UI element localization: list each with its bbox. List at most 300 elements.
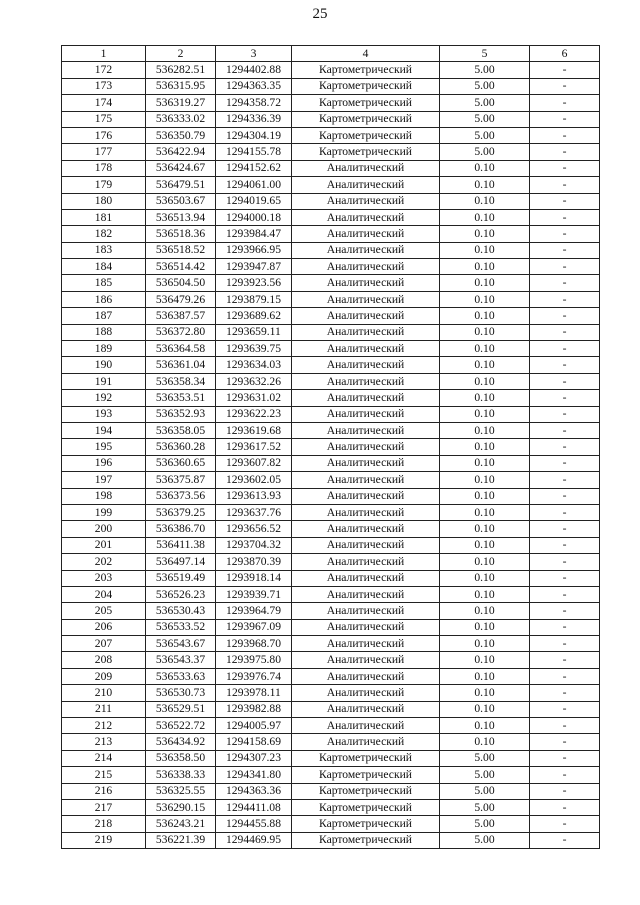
x-coordinate-cell: 536352.93: [146, 406, 216, 422]
y-coordinate-cell: 1294019.65: [216, 193, 292, 209]
accuracy-cell: 0.10: [440, 668, 530, 684]
accuracy-cell: 0.10: [440, 586, 530, 602]
method-cell: Аналитический: [292, 554, 440, 570]
point-number-cell: 174: [62, 95, 146, 111]
description-cell: -: [530, 160, 600, 176]
accuracy-cell: 0.10: [440, 390, 530, 406]
x-coordinate-cell: 536513.94: [146, 209, 216, 225]
accuracy-cell: 0.10: [440, 455, 530, 471]
point-number-cell: 201: [62, 537, 146, 553]
y-coordinate-cell: 1293947.87: [216, 259, 292, 275]
point-number-cell: 189: [62, 341, 146, 357]
description-cell: -: [530, 308, 600, 324]
table-row: [62, 242, 600, 258]
table-row: [62, 685, 600, 701]
description-cell: -: [530, 504, 600, 520]
method-cell: Картометрический: [292, 144, 440, 160]
point-number-cell: 211: [62, 701, 146, 717]
description-cell: -: [530, 570, 600, 586]
x-coordinate-cell: 536518.36: [146, 226, 216, 242]
description-cell: -: [530, 668, 600, 684]
method-cell: Аналитический: [292, 308, 440, 324]
accuracy-cell: 5.00: [440, 127, 530, 143]
x-coordinate-cell: 536353.51: [146, 390, 216, 406]
description-cell: -: [530, 685, 600, 701]
method-cell: Аналитический: [292, 275, 440, 291]
point-number-cell: 183: [62, 242, 146, 258]
description-cell: -: [530, 422, 600, 438]
y-coordinate-cell: 1294304.19: [216, 127, 292, 143]
description-cell: -: [530, 455, 600, 471]
table-row: [62, 472, 600, 488]
x-coordinate-cell: 536358.50: [146, 750, 216, 766]
description-cell: -: [530, 767, 600, 783]
method-cell: Аналитический: [292, 570, 440, 586]
point-number-cell: 217: [62, 799, 146, 815]
point-number-cell: 185: [62, 275, 146, 291]
description-cell: -: [530, 636, 600, 652]
accuracy-cell: 5.00: [440, 832, 530, 848]
point-number-cell: 194: [62, 422, 146, 438]
point-number-cell: 175: [62, 111, 146, 127]
description-cell: -: [530, 472, 600, 488]
accuracy-cell: 0.10: [440, 685, 530, 701]
point-number-cell: 184: [62, 259, 146, 275]
x-coordinate-cell: 536543.67: [146, 636, 216, 652]
description-cell: -: [530, 341, 600, 357]
description-cell: -: [530, 586, 600, 602]
x-coordinate-cell: 536533.52: [146, 619, 216, 635]
method-cell: Аналитический: [292, 701, 440, 717]
table-row: [62, 816, 600, 832]
table-row: [62, 275, 600, 291]
point-number-cell: 177: [62, 144, 146, 160]
table-row: [62, 799, 600, 815]
x-coordinate-cell: 536434.92: [146, 734, 216, 750]
x-coordinate-cell: 536373.56: [146, 488, 216, 504]
y-coordinate-cell: 1294358.72: [216, 95, 292, 111]
point-number-cell: 178: [62, 160, 146, 176]
y-coordinate-cell: 1294158.69: [216, 734, 292, 750]
column-header: 5: [440, 46, 530, 62]
table-row: [62, 586, 600, 602]
y-coordinate-cell: 1293984.47: [216, 226, 292, 242]
point-number-cell: 203: [62, 570, 146, 586]
point-number-cell: 198: [62, 488, 146, 504]
table-row: [62, 308, 600, 324]
y-coordinate-cell: 1294402.88: [216, 62, 292, 78]
y-coordinate-cell: 1294341.80: [216, 767, 292, 783]
method-cell: Картометрический: [292, 767, 440, 783]
y-coordinate-cell: 1293978.11: [216, 685, 292, 701]
accuracy-cell: 0.10: [440, 537, 530, 553]
y-coordinate-cell: 1293923.56: [216, 275, 292, 291]
x-coordinate-cell: 536221.39: [146, 832, 216, 848]
x-coordinate-cell: 536379.25: [146, 504, 216, 520]
x-coordinate-cell: 536386.70: [146, 521, 216, 537]
description-cell: -: [530, 554, 600, 570]
table-row: [62, 144, 600, 160]
table-row: [62, 619, 600, 635]
description-cell: -: [530, 439, 600, 455]
y-coordinate-cell: 1293639.75: [216, 341, 292, 357]
point-number-cell: 202: [62, 554, 146, 570]
table-row: [62, 291, 600, 307]
y-coordinate-cell: 1293637.76: [216, 504, 292, 520]
method-cell: Картометрический: [292, 816, 440, 832]
y-coordinate-cell: 1293632.26: [216, 373, 292, 389]
y-coordinate-cell: 1294000.18: [216, 209, 292, 225]
description-cell: -: [530, 193, 600, 209]
accuracy-cell: 5.00: [440, 816, 530, 832]
accuracy-cell: 0.10: [440, 357, 530, 373]
point-number-cell: 173: [62, 78, 146, 94]
point-number-cell: 208: [62, 652, 146, 668]
x-coordinate-cell: 536479.51: [146, 177, 216, 193]
point-number-cell: 206: [62, 619, 146, 635]
y-coordinate-cell: 1294363.35: [216, 78, 292, 94]
point-number-cell: 196: [62, 455, 146, 471]
accuracy-cell: 0.10: [440, 259, 530, 275]
description-cell: -: [530, 357, 600, 373]
accuracy-cell: 0.10: [440, 373, 530, 389]
point-number-cell: 182: [62, 226, 146, 242]
description-cell: -: [530, 734, 600, 750]
point-number-cell: 199: [62, 504, 146, 520]
x-coordinate-cell: 536360.28: [146, 439, 216, 455]
method-cell: Аналитический: [292, 734, 440, 750]
description-cell: -: [530, 390, 600, 406]
method-cell: Аналитический: [292, 488, 440, 504]
y-coordinate-cell: 1293967.09: [216, 619, 292, 635]
point-number-cell: 193: [62, 406, 146, 422]
column-header: 1: [62, 46, 146, 62]
x-coordinate-cell: 536422.94: [146, 144, 216, 160]
description-cell: -: [530, 750, 600, 766]
x-coordinate-cell: 536522.72: [146, 718, 216, 734]
method-cell: Аналитический: [292, 259, 440, 275]
accuracy-cell: 0.10: [440, 504, 530, 520]
table-row: [62, 701, 600, 717]
y-coordinate-cell: 1293656.52: [216, 521, 292, 537]
description-cell: -: [530, 95, 600, 111]
accuracy-cell: 0.10: [440, 570, 530, 586]
x-coordinate-cell: 536364.58: [146, 341, 216, 357]
point-number-cell: 216: [62, 783, 146, 799]
table-row: [62, 488, 600, 504]
x-coordinate-cell: 536243.21: [146, 816, 216, 832]
method-cell: Аналитический: [292, 160, 440, 176]
table-row: [62, 718, 600, 734]
point-number-cell: 180: [62, 193, 146, 209]
method-cell: Картометрический: [292, 78, 440, 94]
table-row: [62, 734, 600, 750]
method-cell: Аналитический: [292, 357, 440, 373]
description-cell: -: [530, 324, 600, 340]
table-row: [62, 422, 600, 438]
x-coordinate-cell: 536338.33: [146, 767, 216, 783]
point-number-cell: 188: [62, 324, 146, 340]
method-cell: Картометрический: [292, 783, 440, 799]
x-coordinate-cell: 536319.27: [146, 95, 216, 111]
table-row: [62, 521, 600, 537]
description-cell: -: [530, 242, 600, 258]
point-number-cell: 192: [62, 390, 146, 406]
accuracy-cell: 0.10: [440, 291, 530, 307]
method-cell: Картометрический: [292, 111, 440, 127]
description-cell: -: [530, 78, 600, 94]
point-number-cell: 207: [62, 636, 146, 652]
method-cell: Картометрический: [292, 750, 440, 766]
table-row: [62, 324, 600, 340]
description-cell: -: [530, 799, 600, 815]
method-cell: Картометрический: [292, 62, 440, 78]
y-coordinate-cell: 1293879.15: [216, 291, 292, 307]
table-row: [62, 160, 600, 176]
y-coordinate-cell: 1294061.00: [216, 177, 292, 193]
column-header: 6: [530, 46, 600, 62]
point-number-cell: 209: [62, 668, 146, 684]
y-coordinate-cell: 1293976.74: [216, 668, 292, 684]
accuracy-cell: 5.00: [440, 799, 530, 815]
coordinates-table: [61, 45, 600, 849]
description-cell: -: [530, 718, 600, 734]
description-cell: -: [530, 275, 600, 291]
y-coordinate-cell: 1293966.95: [216, 242, 292, 258]
accuracy-cell: 0.10: [440, 619, 530, 635]
method-cell: Аналитический: [292, 455, 440, 471]
x-coordinate-cell: 536543.37: [146, 652, 216, 668]
accuracy-cell: 0.10: [440, 226, 530, 242]
y-coordinate-cell: 1293631.02: [216, 390, 292, 406]
method-cell: Аналитический: [292, 341, 440, 357]
accuracy-cell: 0.10: [440, 193, 530, 209]
y-coordinate-cell: 1293704.32: [216, 537, 292, 553]
accuracy-cell: 5.00: [440, 783, 530, 799]
description-cell: -: [530, 111, 600, 127]
point-number-cell: 197: [62, 472, 146, 488]
method-cell: Аналитический: [292, 472, 440, 488]
point-number-cell: 200: [62, 521, 146, 537]
accuracy-cell: 0.10: [440, 406, 530, 422]
method-cell: Аналитический: [292, 636, 440, 652]
point-number-cell: 215: [62, 767, 146, 783]
x-coordinate-cell: 536325.55: [146, 783, 216, 799]
x-coordinate-cell: 536529.51: [146, 701, 216, 717]
table-row: [62, 832, 600, 848]
accuracy-cell: 0.10: [440, 439, 530, 455]
method-cell: Картометрический: [292, 127, 440, 143]
accuracy-cell: 0.10: [440, 472, 530, 488]
y-coordinate-cell: 1293613.93: [216, 488, 292, 504]
accuracy-cell: 0.10: [440, 636, 530, 652]
x-coordinate-cell: 536503.67: [146, 193, 216, 209]
description-cell: -: [530, 816, 600, 832]
point-number-cell: 179: [62, 177, 146, 193]
table-row: [62, 341, 600, 357]
method-cell: Аналитический: [292, 390, 440, 406]
description-cell: -: [530, 488, 600, 504]
x-coordinate-cell: 536360.65: [146, 455, 216, 471]
description-cell: -: [530, 521, 600, 537]
method-cell: Аналитический: [292, 422, 440, 438]
point-number-cell: 205: [62, 603, 146, 619]
x-coordinate-cell: 536497.14: [146, 554, 216, 570]
y-coordinate-cell: 1294005.97: [216, 718, 292, 734]
table-row: [62, 636, 600, 652]
description-cell: -: [530, 701, 600, 717]
accuracy-cell: 0.10: [440, 209, 530, 225]
accuracy-cell: 0.10: [440, 422, 530, 438]
point-number-cell: 219: [62, 832, 146, 848]
method-cell: Аналитический: [292, 373, 440, 389]
table-row: [62, 668, 600, 684]
accuracy-cell: 5.00: [440, 62, 530, 78]
method-cell: Аналитический: [292, 324, 440, 340]
method-cell: Аналитический: [292, 193, 440, 209]
point-number-cell: 210: [62, 685, 146, 701]
column-header: 2: [146, 46, 216, 62]
table-row: [62, 652, 600, 668]
table-row: [62, 537, 600, 553]
table-row: [62, 767, 600, 783]
description-cell: -: [530, 373, 600, 389]
accuracy-cell: 0.10: [440, 308, 530, 324]
table-row: [62, 570, 600, 586]
y-coordinate-cell: 1294152.62: [216, 160, 292, 176]
x-coordinate-cell: 536290.15: [146, 799, 216, 815]
table-row: [62, 390, 600, 406]
point-number-cell: 191: [62, 373, 146, 389]
y-coordinate-cell: 1294336.39: [216, 111, 292, 127]
table-row: [62, 95, 600, 111]
y-coordinate-cell: 1294469.95: [216, 832, 292, 848]
method-cell: Аналитический: [292, 603, 440, 619]
description-cell: -: [530, 652, 600, 668]
x-coordinate-cell: 536315.95: [146, 78, 216, 94]
table-row: [62, 357, 600, 373]
accuracy-cell: 0.10: [440, 242, 530, 258]
table-row: [62, 603, 600, 619]
y-coordinate-cell: 1293602.05: [216, 472, 292, 488]
point-number-cell: 213: [62, 734, 146, 750]
table-row: [62, 504, 600, 520]
accuracy-cell: 0.10: [440, 554, 530, 570]
method-cell: Картометрический: [292, 95, 440, 111]
point-number-cell: 172: [62, 62, 146, 78]
table-row: [62, 226, 600, 242]
description-cell: -: [530, 259, 600, 275]
y-coordinate-cell: 1293968.70: [216, 636, 292, 652]
point-number-cell: 176: [62, 127, 146, 143]
table-row: [62, 62, 600, 78]
y-coordinate-cell: 1294455.88: [216, 816, 292, 832]
table-row: [62, 209, 600, 225]
accuracy-cell: 5.00: [440, 144, 530, 160]
table-row: [62, 177, 600, 193]
description-cell: -: [530, 603, 600, 619]
accuracy-cell: 5.00: [440, 95, 530, 111]
point-number-cell: 204: [62, 586, 146, 602]
x-coordinate-cell: 536361.04: [146, 357, 216, 373]
table-row: [62, 783, 600, 799]
x-coordinate-cell: 536411.38: [146, 537, 216, 553]
accuracy-cell: 0.10: [440, 160, 530, 176]
method-cell: Аналитический: [292, 718, 440, 734]
accuracy-cell: 0.10: [440, 718, 530, 734]
method-cell: Аналитический: [292, 242, 440, 258]
point-number-cell: 195: [62, 439, 146, 455]
column-header: 4: [292, 46, 440, 62]
point-number-cell: 190: [62, 357, 146, 373]
x-coordinate-cell: 536424.67: [146, 160, 216, 176]
accuracy-cell: 0.10: [440, 521, 530, 537]
description-cell: -: [530, 291, 600, 307]
description-cell: -: [530, 406, 600, 422]
table-row: [62, 259, 600, 275]
method-cell: Аналитический: [292, 406, 440, 422]
accuracy-cell: 5.00: [440, 750, 530, 766]
accuracy-cell: 0.10: [440, 701, 530, 717]
y-coordinate-cell: 1294307.23: [216, 750, 292, 766]
method-cell: Аналитический: [292, 291, 440, 307]
table-row: [62, 373, 600, 389]
x-coordinate-cell: 536333.02: [146, 111, 216, 127]
y-coordinate-cell: 1293939.71: [216, 586, 292, 602]
y-coordinate-cell: 1294155.78: [216, 144, 292, 160]
x-coordinate-cell: 536504.50: [146, 275, 216, 291]
x-coordinate-cell: 536372.80: [146, 324, 216, 340]
method-cell: Картометрический: [292, 832, 440, 848]
page-number: 25: [312, 6, 328, 22]
description-cell: -: [530, 127, 600, 143]
table-row: [62, 111, 600, 127]
x-coordinate-cell: 536387.57: [146, 308, 216, 324]
accuracy-cell: 0.10: [440, 734, 530, 750]
method-cell: Аналитический: [292, 668, 440, 684]
y-coordinate-cell: 1293659.11: [216, 324, 292, 340]
x-coordinate-cell: 536518.52: [146, 242, 216, 258]
table-row: [62, 439, 600, 455]
y-coordinate-cell: 1293870.39: [216, 554, 292, 570]
y-coordinate-cell: 1293689.62: [216, 308, 292, 324]
table-row: [62, 406, 600, 422]
table-header: [62, 46, 600, 62]
y-coordinate-cell: 1294411.08: [216, 799, 292, 815]
description-cell: -: [530, 144, 600, 160]
x-coordinate-cell: 536479.26: [146, 291, 216, 307]
x-coordinate-cell: 536358.34: [146, 373, 216, 389]
method-cell: Картометрический: [292, 799, 440, 815]
accuracy-cell: 5.00: [440, 767, 530, 783]
description-cell: -: [530, 177, 600, 193]
x-coordinate-cell: 536533.63: [146, 668, 216, 684]
x-coordinate-cell: 536350.79: [146, 127, 216, 143]
description-cell: -: [530, 209, 600, 225]
method-cell: Аналитический: [292, 504, 440, 520]
y-coordinate-cell: 1293964.79: [216, 603, 292, 619]
table-row: [62, 127, 600, 143]
x-coordinate-cell: 536282.51: [146, 62, 216, 78]
x-coordinate-cell: 536530.43: [146, 603, 216, 619]
header-row: [62, 46, 600, 62]
accuracy-cell: 0.10: [440, 341, 530, 357]
description-cell: -: [530, 62, 600, 78]
x-coordinate-cell: 536526.23: [146, 586, 216, 602]
point-number-cell: 186: [62, 291, 146, 307]
x-coordinate-cell: 536375.87: [146, 472, 216, 488]
method-cell: Аналитический: [292, 209, 440, 225]
